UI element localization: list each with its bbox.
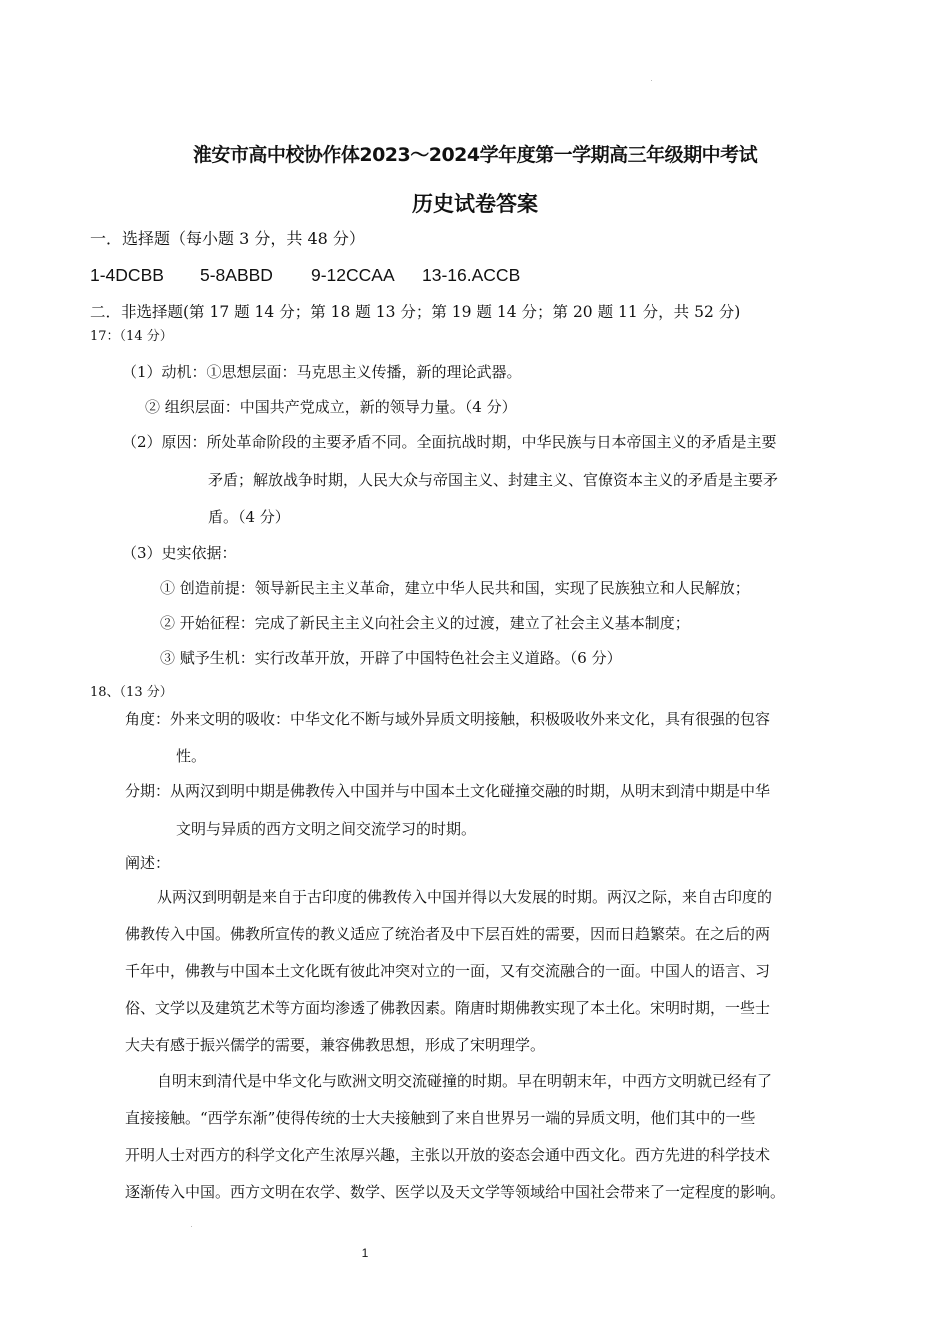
answer-group-1: 1-4DCBB	[90, 265, 164, 285]
document-subtitle: 历史试卷答案	[412, 192, 538, 216]
q17-label: 17：（14 分）	[90, 329, 173, 344]
q17-part2-line3: 盾。（4 分）	[208, 508, 290, 526]
q18-para2-line3: 开明人士对西方的科学文化产生浓厚兴趣，主张以开放的姿态会通中西文化。西方先进的科学技术	[125, 1146, 771, 1164]
q18-elaboration-heading: 阐述：	[125, 854, 171, 872]
page-number: 1	[361, 1246, 369, 1260]
q18-angle-line2: 性。	[176, 747, 207, 765]
q18-para1-line1: 从两汉到明朝是来自于古印度的佛教传入中国并得以大发展的时期。两汉之际，来自古印度的	[157, 888, 773, 906]
answer-group-4: 13-16.ACCB	[422, 265, 521, 285]
q18-para1-line5: 大夫有感于振兴儒学的需要，兼容佛教思想，形成了宋明理学。	[125, 1036, 546, 1054]
q17-part3-item2: ② 开始征程：完成了新民主主义向社会主义的过渡，建立了社会主义基本制度；	[160, 614, 690, 632]
document-title: 淮安市高中校协作体2023～2024学年度第一学期高三年级期中考试	[192, 144, 758, 166]
q17-part3-heading: （3）史实依据：	[122, 544, 237, 562]
q17-part1-line2: ② 组织层面：中国共产党成立，新的领导力量。（4 分）	[145, 398, 517, 416]
q18-para1-line2: 佛教传入中国。佛教所宣传的教义适应了统治者及中下层百姓的需要，因而日趋繁荣。在之后的两	[125, 925, 771, 943]
q18-angle-line1: 角度：外来文明的吸收：中华文化不断与域外异质文明接触，积极吸收外来文化，具有很强的包容	[125, 710, 771, 728]
q18-para1-line4: 俗、文学以及建筑艺术等方面均渗透了佛教因素。隋唐时期佛教实现了本土化。宋明时期，一些士	[125, 999, 771, 1017]
q18-para2-line1: 自明末到清代是中华文化与欧洲文明交流碰撞的时期。早在明朝末年，中西方文明就已经有了	[157, 1072, 773, 1090]
q17-part3-item3: ③ 赋予生机：实行改革开放，开辟了中国特色社会主义道路。（6 分）	[160, 649, 622, 667]
q18-period-line1: 分期：从两汉到明中期是佛教传入中国并与中国本土文化碰撞交融的时期，从明末到清中期是中华	[125, 782, 771, 800]
q18-label: 18、（13 分）	[90, 685, 173, 700]
answer-group-3: 9-12CCAA	[311, 265, 395, 285]
q18-para1-line3: 千年中，佛教与中国本土文化既有彼此冲突对立的一面，又有交流融合的一面。中国人的语言、习	[125, 962, 771, 980]
q17-part2-line1: （2）原因：所处革命阶段的主要矛盾不同。全面抗战时期，中华民族与日本帝国主义的矛盾是主要	[122, 433, 777, 451]
q18-period-line2: 文明与异质的西方文明之间交流学习的时期。	[176, 820, 477, 838]
section1-heading: 一．选择题（每小题 3 分，共 48 分）	[90, 229, 365, 248]
scan-speck	[651, 80, 652, 81]
choice-answers	[90, 264, 520, 286]
q17-part2-line2: 矛盾；解放战争时期，人民大众与帝国主义、封建主义、官僚资本主义的矛盾是主要矛	[208, 471, 779, 489]
q18-para2-line2: 直接接触。“西学东渐”使得传统的士大夫接触到了来自世界另一端的异质文明，他们其中的一些	[125, 1109, 756, 1127]
q17-part3-item1: ① 创造前提：领导新民主主义革命，建立中华人民共和国，实现了民族独立和人民解放；	[160, 579, 750, 597]
q17-part1-line1: （1）动机：①思想层面：马克思主义传播，新的理论武器。	[122, 363, 522, 381]
answer-group-2: 5-8ABBD	[200, 265, 273, 285]
q18-para2-line4: 逐渐传入中国。西方文明在农学、数学、医学以及天文学等领域给中国社会带来了一定程度的影响。	[125, 1183, 786, 1201]
scan-speck	[191, 1226, 192, 1227]
section2-heading: 二．非选择题(第 17 题 14 分；第 18 题 13 分；第 19 题 14 分；第 20 题 11 分，共 52 分)	[90, 303, 741, 321]
